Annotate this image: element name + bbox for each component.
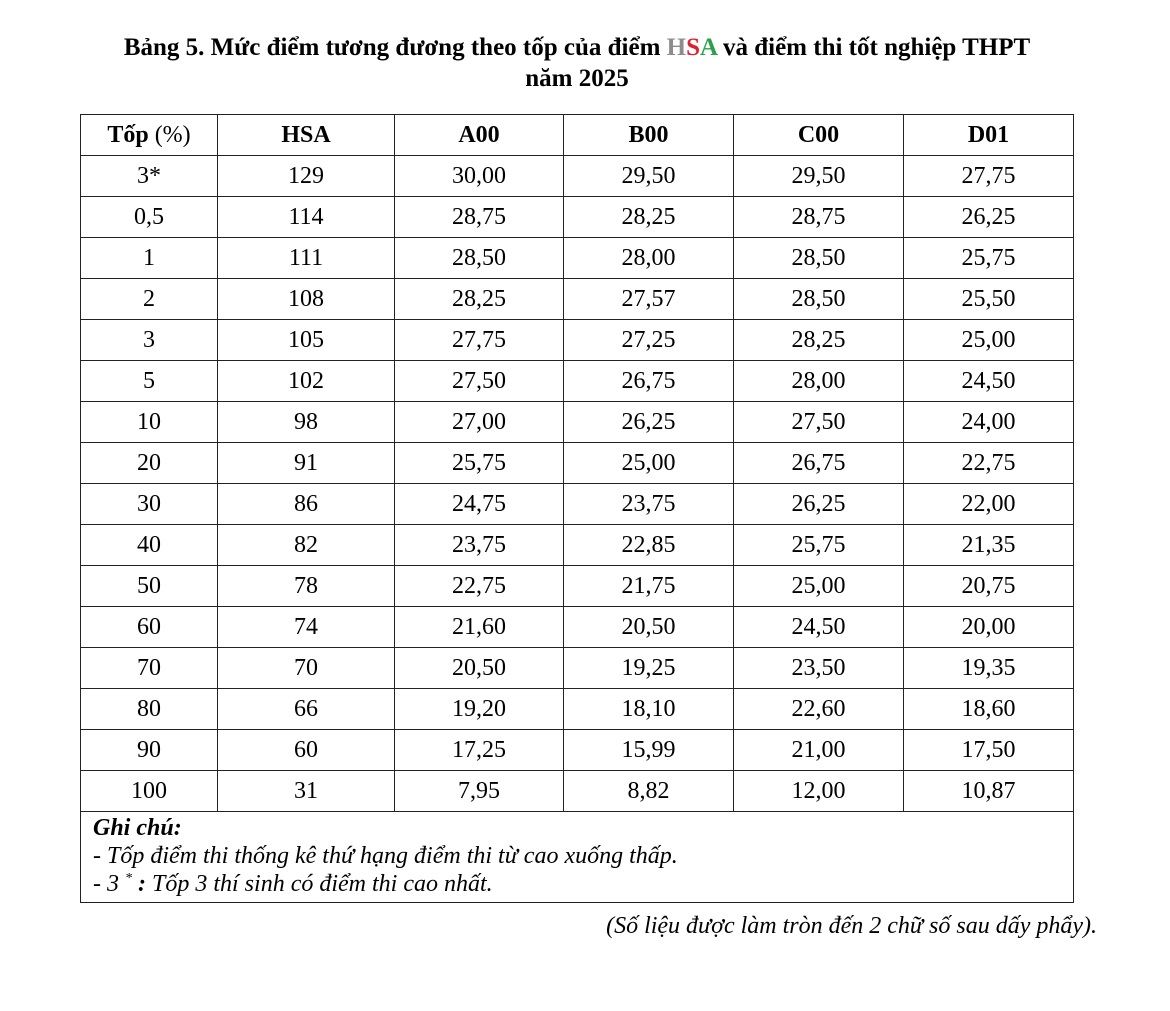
- cell-d01: 22,75: [904, 443, 1074, 484]
- table-row: [81, 648, 1074, 689]
- cell-a00: 19,20: [395, 689, 564, 730]
- cell-hsa: 111: [218, 238, 395, 279]
- cell-d01: 25,50: [904, 279, 1074, 320]
- cell-c00: 27,50: [734, 402, 904, 443]
- cell-hsa: 91: [218, 443, 395, 484]
- cell-top: 2: [81, 279, 218, 320]
- header-a00: A00: [395, 115, 564, 156]
- title-hsa-a: A: [700, 34, 717, 61]
- cell-c00: 26,75: [734, 443, 904, 484]
- cell-a00: 22,75: [395, 566, 564, 607]
- cell-c00: 28,50: [734, 279, 904, 320]
- cell-top: 70: [81, 648, 218, 689]
- header-b00: B00: [564, 115, 734, 156]
- table-row: [81, 484, 1074, 525]
- cell-b00: 27,25: [564, 320, 734, 361]
- cell-hsa: 60: [218, 730, 395, 771]
- cell-hsa: 74: [218, 607, 395, 648]
- cell-b00: 26,25: [564, 402, 734, 443]
- cell-a00: 28,25: [395, 279, 564, 320]
- cell-hsa: 78: [218, 566, 395, 607]
- cell-c00: 26,25: [734, 484, 904, 525]
- table-title-line1: [0, 32, 1154, 63]
- cell-a00: 20,50: [395, 648, 564, 689]
- cell-d01: 24,50: [904, 361, 1074, 402]
- cell-a00: 27,75: [395, 320, 564, 361]
- table-row: [81, 197, 1074, 238]
- notes-line-2-sup: *: [125, 871, 132, 886]
- cell-a00: 21,60: [395, 607, 564, 648]
- cell-hsa: 108: [218, 279, 395, 320]
- cell-top: 90: [81, 730, 218, 771]
- cell-hsa: 31: [218, 771, 395, 812]
- cell-b00: 15,99: [564, 730, 734, 771]
- cell-a00: 7,95: [395, 771, 564, 812]
- table-header-row: [81, 115, 1074, 156]
- cell-b00: 25,00: [564, 443, 734, 484]
- cell-d01: 21,35: [904, 525, 1074, 566]
- cell-d01: 26,25: [904, 197, 1074, 238]
- table-row: [81, 156, 1074, 197]
- table-row: [81, 730, 1074, 771]
- cell-d01: 19,35: [904, 648, 1074, 689]
- table-row: [81, 607, 1074, 648]
- cell-d01: 10,87: [904, 771, 1074, 812]
- cell-c00: 23,50: [734, 648, 904, 689]
- notes-row: [81, 812, 1074, 903]
- cell-b00: 21,75: [564, 566, 734, 607]
- cell-c00: 28,00: [734, 361, 904, 402]
- cell-top: 20: [81, 443, 218, 484]
- notes-line-2: [93, 870, 1061, 898]
- table-title: [0, 32, 1154, 94]
- title-hsa-h: H: [666, 34, 687, 61]
- table-body: [81, 156, 1074, 812]
- notes-line-2-colon: :: [132, 871, 146, 897]
- cell-b00: 19,25: [564, 648, 734, 689]
- cell-a00: 28,50: [395, 238, 564, 279]
- cell-b00: 27,57: [564, 279, 734, 320]
- cell-c00: 21,00: [734, 730, 904, 771]
- cell-a00: 25,75: [395, 443, 564, 484]
- cell-d01: 27,75: [904, 156, 1074, 197]
- cell-b00: 28,00: [564, 238, 734, 279]
- table-row: [81, 320, 1074, 361]
- cell-d01: 25,00: [904, 320, 1074, 361]
- cell-d01: 17,50: [904, 730, 1074, 771]
- notes-line-2-prefix: - 3: [93, 871, 125, 897]
- cell-c00: 28,50: [734, 238, 904, 279]
- cell-d01: 18,60: [904, 689, 1074, 730]
- notes-line-2-text: Tốp 3 thí sinh có điểm thi cao nhất.: [146, 871, 493, 897]
- cell-a00: 24,75: [395, 484, 564, 525]
- cell-c00: 28,25: [734, 320, 904, 361]
- notes-title: Ghi chú:: [93, 815, 182, 841]
- table-row: [81, 238, 1074, 279]
- cell-b00: 22,85: [564, 525, 734, 566]
- table-row: [81, 361, 1074, 402]
- cell-top: 3: [81, 320, 218, 361]
- cell-a00: 30,00: [395, 156, 564, 197]
- header-hsa: HSA: [218, 115, 395, 156]
- cell-d01: 25,75: [904, 238, 1074, 279]
- cell-top: 3*: [81, 156, 218, 197]
- table-row: [81, 689, 1074, 730]
- cell-hsa: 102: [218, 361, 395, 402]
- cell-hsa: 70: [218, 648, 395, 689]
- header-top: [81, 115, 218, 156]
- cell-top: 50: [81, 566, 218, 607]
- notes-cell: [81, 812, 1074, 903]
- table-row: [81, 566, 1074, 607]
- cell-top: 80: [81, 689, 218, 730]
- cell-top: 60: [81, 607, 218, 648]
- table-row: [81, 525, 1074, 566]
- cell-a00: 27,00: [395, 402, 564, 443]
- title-hsa-s: S: [686, 34, 701, 61]
- table-row: [81, 771, 1074, 812]
- cell-d01: 20,00: [904, 607, 1074, 648]
- cell-d01: 24,00: [904, 402, 1074, 443]
- cell-top: 1: [81, 238, 218, 279]
- cell-hsa: 105: [218, 320, 395, 361]
- cell-hsa: 114: [218, 197, 395, 238]
- title-text-part2: và điểm thi tốt nghiệp THPT: [716, 34, 1031, 61]
- cell-c00: 29,50: [734, 156, 904, 197]
- header-d01: D01: [904, 115, 1074, 156]
- cell-b00: 28,25: [564, 197, 734, 238]
- cell-top: 5: [81, 361, 218, 402]
- cell-d01: 22,00: [904, 484, 1074, 525]
- cell-hsa: 66: [218, 689, 395, 730]
- cell-hsa: 86: [218, 484, 395, 525]
- cell-c00: 25,75: [734, 525, 904, 566]
- header-top-label: Tốp: [107, 122, 149, 148]
- header-c00: C00: [734, 115, 904, 156]
- cell-a00: 28,75: [395, 197, 564, 238]
- cell-top: 40: [81, 525, 218, 566]
- table-title-line2: năm 2025: [525, 65, 629, 92]
- cell-a00: 27,50: [395, 361, 564, 402]
- cell-a00: 17,25: [395, 730, 564, 771]
- cell-hsa: 82: [218, 525, 395, 566]
- cell-c00: 24,50: [734, 607, 904, 648]
- cell-a00: 23,75: [395, 525, 564, 566]
- cell-top: 10: [81, 402, 218, 443]
- cell-top: 100: [81, 771, 218, 812]
- cell-hsa: 129: [218, 156, 395, 197]
- title-text-part1: Bảng 5. Mức điểm tương đương theo tốp của điểm: [123, 34, 667, 61]
- cell-d01: 20,75: [904, 566, 1074, 607]
- notes-line-1: - Tốp điểm thi thống kê thứ hạng điểm thi từ cao xuống thấp.: [93, 843, 678, 869]
- table-row: [81, 402, 1074, 443]
- table-row: [81, 443, 1074, 484]
- header-top-unit: (%): [148, 122, 191, 148]
- source-note: (Số liệu được làm tròn đến 2 chữ số sau dấy phẩy).: [606, 913, 1097, 939]
- cell-b00: 26,75: [564, 361, 734, 402]
- cell-c00: 22,60: [734, 689, 904, 730]
- cell-b00: 18,10: [564, 689, 734, 730]
- cell-b00: 29,50: [564, 156, 734, 197]
- cell-b00: 8,82: [564, 771, 734, 812]
- cell-c00: 12,00: [734, 771, 904, 812]
- cell-c00: 25,00: [734, 566, 904, 607]
- cell-b00: 23,75: [564, 484, 734, 525]
- table-row: [81, 279, 1074, 320]
- cell-hsa: 98: [218, 402, 395, 443]
- cell-b00: 20,50: [564, 607, 734, 648]
- cell-top: 0,5: [81, 197, 218, 238]
- score-table: [80, 114, 1074, 903]
- cell-top: 30: [81, 484, 218, 525]
- cell-c00: 28,75: [734, 197, 904, 238]
